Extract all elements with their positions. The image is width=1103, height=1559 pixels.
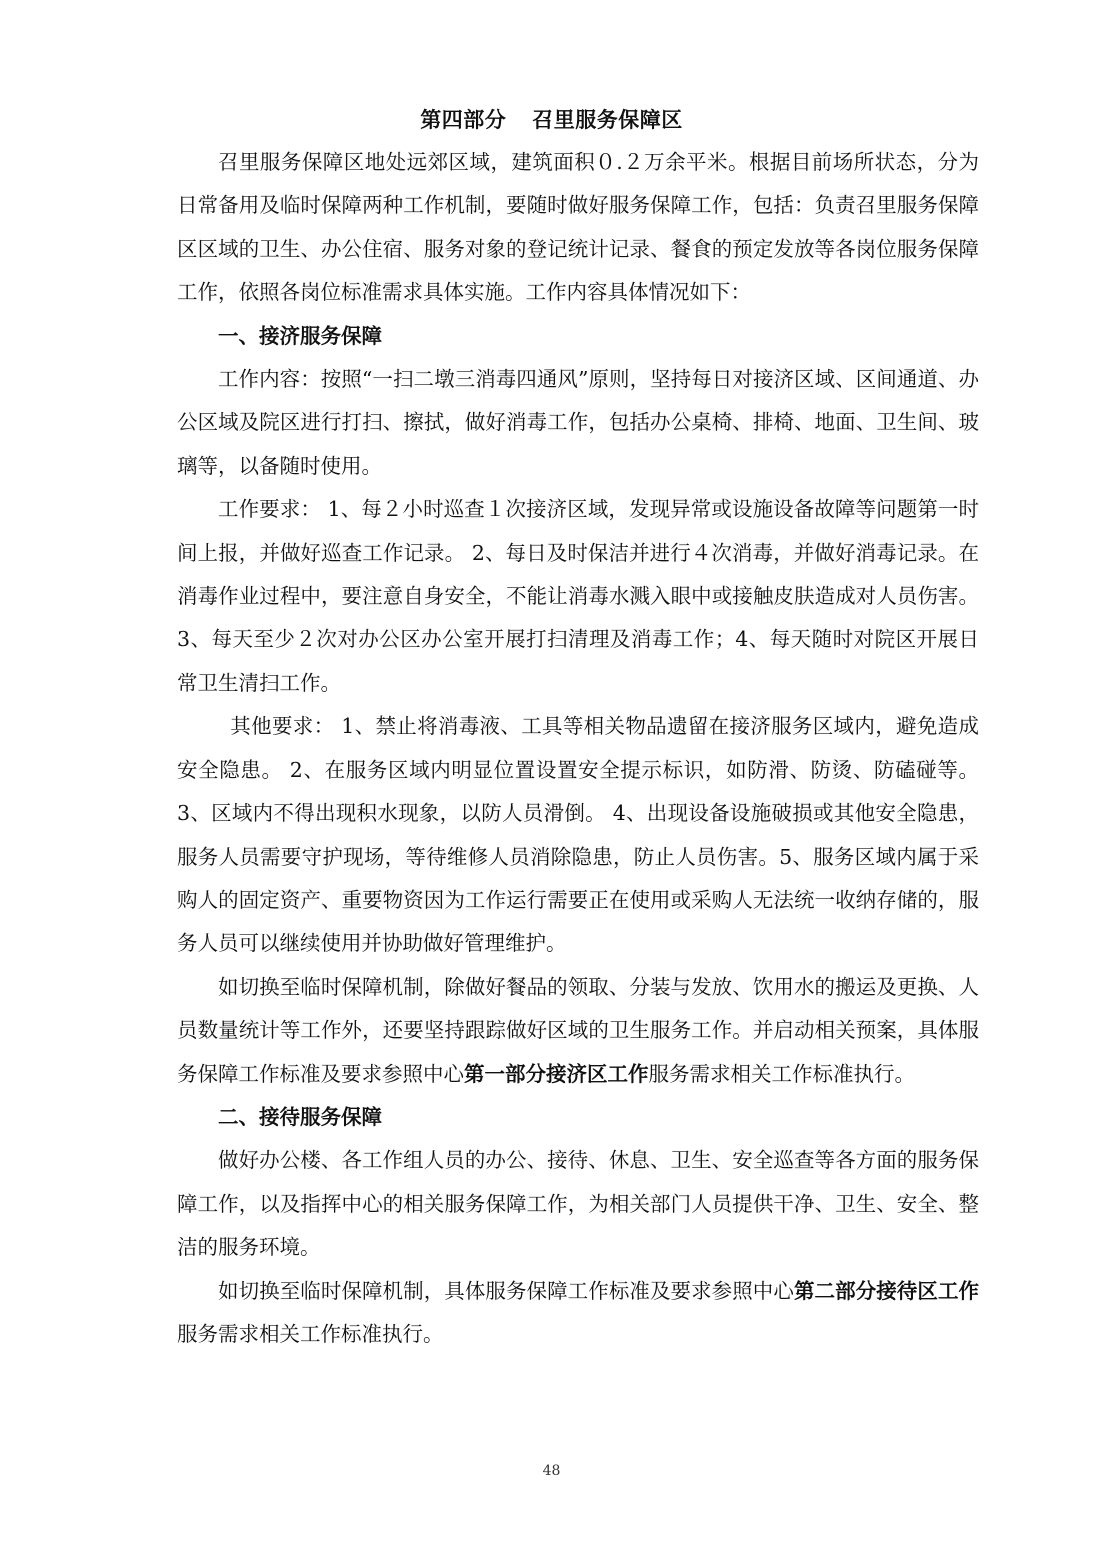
- title-name: 召里服务保障区: [532, 108, 683, 132]
- document-body: [177, 141, 979, 1356]
- section-2-heading: 二、接待服务保障: [218, 1104, 382, 1129]
- section-2-temporary-tail: 服务需求相关工作标准执行。: [177, 1321, 444, 1346]
- section-1-heading: 一、接济服务保障: [218, 323, 382, 348]
- section-1-requirements: 工作要求： 1、每２小时巡查１次接济区域，发现异常或设施设备故障等问题第一时间上报，并做好巡查工作记录。 2、每日及时保洁并进行４次消毒，并做好消毒记录。在消毒作业过程中，要注意自身安全，不能让消毒水溅入眼中或接触皮肤造成对人员伤害。3、每天至少２次对办公区办公室开展打扫清理及消毒工作；4、每天随时对院区开展日常卫生清扫工作。: [177, 497, 979, 695]
- page-title: [0, 100, 1103, 140]
- intro-paragraph: 召里服务保障区地处远郊区域，建筑面积０.２万余平米。根据目前场所状态，分为日常备用及临时保障两种工作机制，要随时做好服务保障工作，包括：负责召里服务保障区区域的卫生、办公住宿、服务对象的登记统计记录、餐食的预定发放等各岗位服务保障工作，依照各岗位标准需求具体实施。工作内容具体情况如下：: [177, 150, 979, 305]
- section-1-content: 工作内容：按照“一扫二墩三消毒四通风”原则，坚持每日对接济区域、区间通道、办公区域及院区进行打扫、擦拭，做好消毒工作，包括办公桌椅、排椅、地面、卫生间、玻璃等，以备随时使用。: [177, 367, 979, 478]
- section-1-other-requirements: 其他要求： 1、禁止将消毒液、工具等相关物品遗留在接济服务区域内，避免造成安全隐患。 2、在服务区域内明显位置设置安全提示标识，如防滑、防烫、防磕碰等。 3、区域内不得出现积水现象，以防人员滑倒。 4、出现设备设施破损或其他安全隐患，服务人员需要守护现场，等待维修人员消除隐患，防止人员伤害。5、服务区域内属于采购人的固定资产、重要物资因为工作运行需要正在使用或采购人无法统一收纳存储的，服务人员可以继续使用并协助做好管理维护。: [177, 714, 979, 956]
- section-2-content: 做好办公楼、各工作组人员的办公、接待、休息、卫生、安全巡查等各方面的服务保障工作，以及指挥中心的相关服务保障工作，为相关部门人员提供干净、卫生、安全、整洁的服务环境。: [177, 1148, 979, 1260]
- section-1-temporary-text: 如切换至临时保障机制，除做好餐品的领取、分装与发放、饮用水的搬运及更换、人员数量统计等工作外，还要坚持跟踪做好区域的卫生服务工作。并启动相关预案，具体服务保障工作标准及要求参照中心: [177, 974, 979, 1086]
- section-2-temporary-mechanism: [177, 1270, 979, 1357]
- section-2-temporary-text: 如切换至临时保障机制，具体服务保障工作标准及要求参照中心: [218, 1278, 794, 1303]
- section-1-temporary-mechanism: [177, 966, 979, 1096]
- title-part: 第四部分: [420, 108, 507, 132]
- section-2-reference: 第二部分接待区工作: [793, 1278, 980, 1303]
- section-1-temporary-tail: 服务需求相关工作标准执行。: [648, 1061, 915, 1086]
- page-number: 48: [542, 1463, 561, 1479]
- section-1-reference: 第一部分接济区工作: [464, 1061, 649, 1086]
